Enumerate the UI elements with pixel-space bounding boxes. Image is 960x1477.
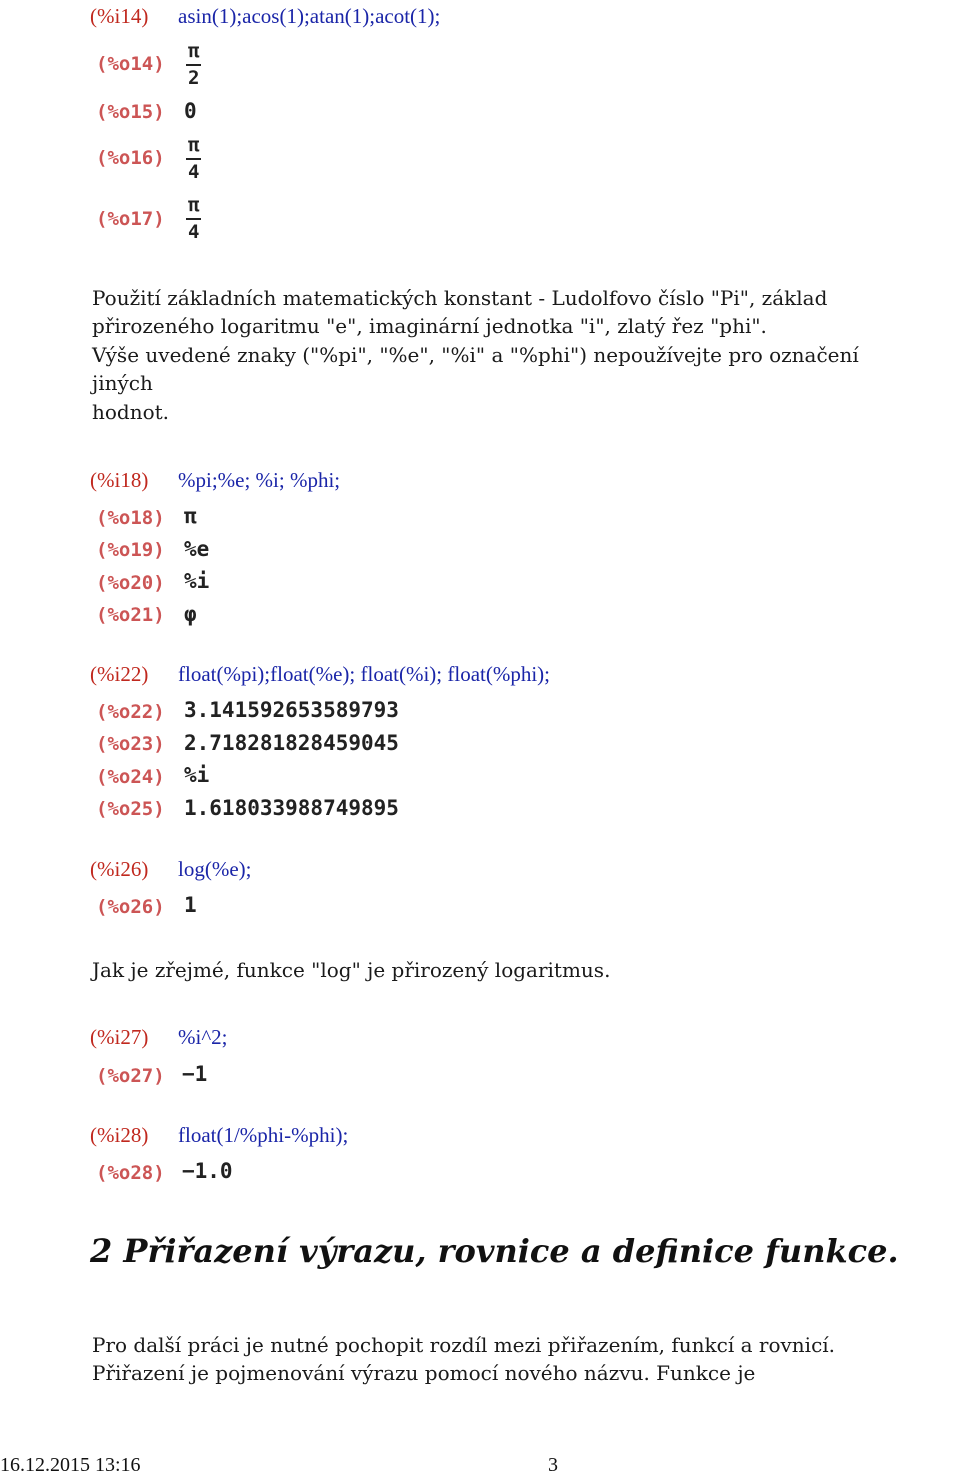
output-value: 1.618033988749895 bbox=[184, 796, 399, 820]
input-label: (%i28) bbox=[90, 1123, 149, 1147]
output-label: (%o26) bbox=[96, 896, 165, 918]
output-value: −1 bbox=[182, 1062, 208, 1086]
output-label: (%o14) bbox=[96, 53, 165, 75]
input-command: float(%pi);float(%e); float(%i); float(%phi); bbox=[178, 662, 551, 686]
output-value: 0 bbox=[184, 99, 197, 123]
output-label: (%o25) bbox=[96, 798, 165, 820]
output-fraction bbox=[186, 196, 201, 242]
fraction-numerator: π bbox=[188, 194, 200, 216]
input-command: %pi;%e; %i; %phi; bbox=[178, 468, 341, 492]
paragraph-line: Výše uvedené znaky ("%pi", "%e", "%i" a "%phi") nepoužívejte pro označení bbox=[92, 343, 859, 367]
output-value: 2.718281828459045 bbox=[184, 731, 399, 755]
paragraph-line: hodnot. bbox=[92, 400, 170, 424]
input-label: (%i22) bbox=[90, 662, 149, 686]
fraction-numerator: π bbox=[188, 134, 200, 156]
output-label: (%o15) bbox=[96, 101, 165, 123]
output-value: π bbox=[184, 504, 197, 528]
output-label: (%o27) bbox=[96, 1065, 165, 1087]
output-label: (%o20) bbox=[96, 572, 165, 594]
paragraph-line: jiných bbox=[92, 371, 153, 395]
output-value: φ bbox=[184, 602, 197, 626]
input-label: (%i14) bbox=[90, 4, 149, 28]
output-label: (%o16) bbox=[96, 147, 165, 169]
output-label: (%o17) bbox=[96, 208, 165, 230]
output-label: (%o28) bbox=[96, 1162, 165, 1184]
fraction-denominator: 2 bbox=[188, 67, 200, 89]
section-heading: 2 Přiřazení výrazu, rovnice a definice funkce. bbox=[90, 1232, 899, 1270]
fraction-denominator: 4 bbox=[188, 161, 200, 183]
input-command: %i^2; bbox=[178, 1025, 228, 1049]
output-label: (%o23) bbox=[96, 733, 165, 755]
output-value: %e bbox=[184, 537, 210, 561]
input-command: log(%e); bbox=[178, 857, 252, 881]
output-fraction bbox=[186, 42, 201, 88]
fraction-denominator: 4 bbox=[188, 221, 200, 243]
footer-page-number: 3 bbox=[548, 1454, 558, 1476]
input-label: (%i18) bbox=[90, 468, 149, 492]
paragraph-line: Pro další práci je nutné pochopit rozdíl mezi přiřazením, funkcí a rovnicí. bbox=[92, 1333, 836, 1357]
paragraph-line: Jak je zřejmé, funkce "log" je přirozený logaritmus. bbox=[92, 958, 611, 982]
paragraph-line: Použití základních matematických konstant - Ludolfovo číslo "Pi", základ bbox=[92, 286, 828, 310]
paragraph-line: Přiřazení je pojmenování výrazu pomocí nového názvu. Funkce je bbox=[92, 1361, 756, 1385]
output-label: (%o21) bbox=[96, 604, 165, 626]
input-label: (%i27) bbox=[90, 1025, 149, 1049]
output-label: (%o19) bbox=[96, 539, 165, 561]
paragraph-line: přirozeného logaritmu "e", imaginární jednotka "i", zlatý řez "phi". bbox=[92, 314, 767, 338]
input-label: (%i26) bbox=[90, 857, 149, 881]
output-label: (%o22) bbox=[96, 701, 165, 723]
output-label: (%o18) bbox=[96, 507, 165, 529]
output-value: −1.0 bbox=[182, 1159, 233, 1183]
output-value: 3.141592653589793 bbox=[184, 698, 399, 722]
fraction-numerator: π bbox=[188, 40, 200, 62]
output-value: %i bbox=[184, 763, 210, 787]
output-fraction bbox=[186, 136, 201, 182]
footer-timestamp: 16.12.2015 13:16 bbox=[0, 1454, 141, 1476]
output-value: 1 bbox=[184, 893, 197, 917]
output-value: %i bbox=[184, 569, 210, 593]
input-command: float(1/%phi-%phi); bbox=[178, 1123, 349, 1147]
input-command: asin(1);acos(1);atan(1);acot(1); bbox=[178, 4, 441, 28]
output-label: (%o24) bbox=[96, 766, 165, 788]
